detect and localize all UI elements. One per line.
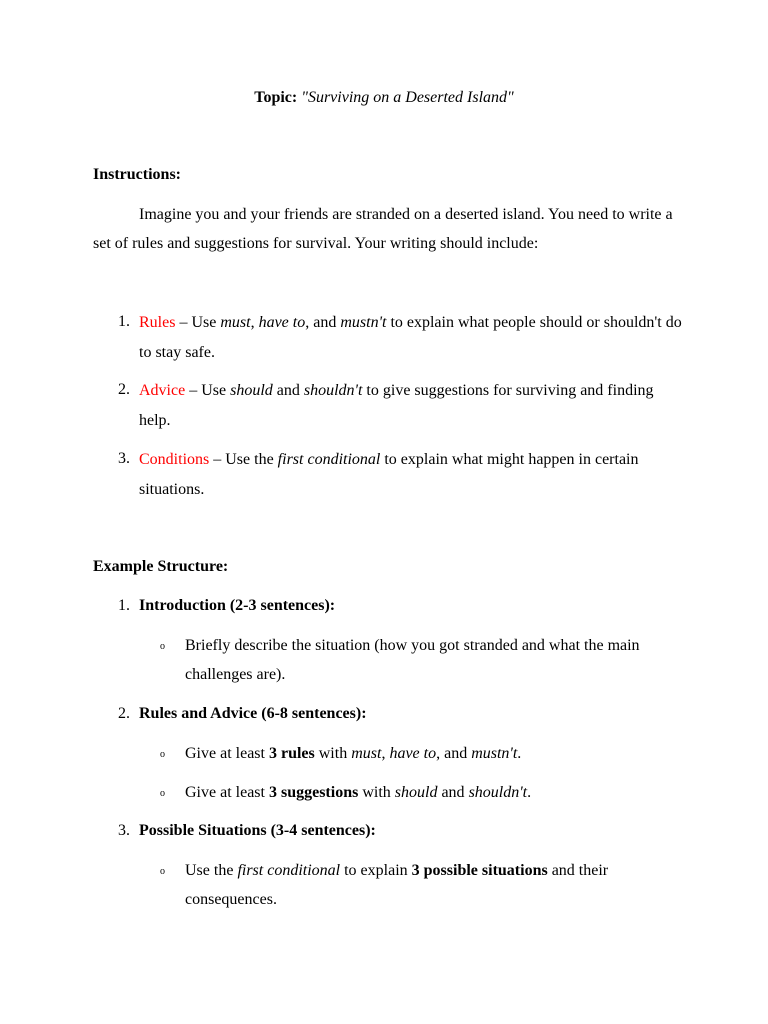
term-rules: Rules — [139, 314, 176, 331]
list-item-advice — [139, 376, 684, 435]
text-run: with — [358, 784, 395, 801]
list-item — [185, 778, 685, 807]
topic-title: "Surviving on a Deserted Island" — [301, 89, 514, 106]
text-run: 3 suggestions — [268, 784, 359, 801]
text-run: shouldn't — [468, 784, 528, 801]
text-run: mustn't — [340, 314, 387, 331]
text-run: , — [381, 745, 390, 762]
list-number: 2. — [118, 381, 130, 398]
text-run: should — [394, 784, 438, 801]
text-run: first conditional — [237, 862, 341, 879]
text-run: . — [517, 745, 522, 762]
text-run: – Use the — [209, 451, 278, 468]
bullet-marker: o — [160, 641, 165, 652]
list-item-conditions — [139, 445, 684, 504]
text-run: – Use — [175, 314, 221, 331]
section-title-possible-situations: Possible Situations (3-4 sentences): — [139, 822, 376, 839]
text-run: Use the — [185, 862, 238, 879]
list-number: 3. — [118, 450, 130, 467]
text-run: have to — [258, 314, 306, 331]
text-run: , and — [436, 745, 472, 762]
term-conditions: Conditions — [139, 451, 210, 468]
term-advice: Advice — [139, 382, 186, 399]
topic-label: Topic: — [254, 89, 298, 106]
text-run: Give at least — [185, 745, 269, 762]
text-run: – Use — [185, 382, 231, 399]
text-run: Give at least — [185, 784, 269, 801]
example-heading: Example Structure: — [93, 558, 229, 575]
topic-line — [0, 87, 768, 109]
text-run: and — [272, 382, 304, 399]
list-number: 1. — [118, 597, 130, 614]
text-run: 3 possible situations — [411, 862, 548, 879]
text-run: to explain what people should or shouldn't do to stay safe. — [139, 314, 682, 361]
text-run: , and — [305, 314, 341, 331]
bullet-marker: o — [160, 749, 165, 760]
text-run: must — [351, 745, 382, 762]
list-item — [185, 631, 685, 689]
text-run: , — [250, 314, 259, 331]
instructions-paragraph: Imagine you and your friends are stranded on a deserted island. You need to write a set of rules and suggestions for survival. Your writing should include: — [93, 206, 673, 252]
text-run: and — [437, 784, 469, 801]
section-title-introduction: Introduction (2-3 sentences): — [139, 597, 336, 614]
text-run: to explain what might happen in certain situations. — [139, 451, 639, 498]
bullet-marker: o — [160, 788, 165, 799]
list-number: 3. — [118, 822, 130, 839]
text-run: to explain — [340, 862, 412, 879]
text-run: must — [220, 314, 251, 331]
text-run: . — [527, 784, 532, 801]
list-item — [185, 856, 685, 914]
text-run: with — [314, 745, 352, 762]
list-number: 1. — [118, 313, 130, 330]
list-number: 2. — [118, 705, 130, 722]
list-item-rules — [139, 308, 684, 367]
instructions-heading: Instructions: — [93, 166, 182, 183]
text-run: have to — [389, 745, 437, 762]
text-run: to give suggestions for surviving and finding help. — [139, 382, 654, 429]
bullet-marker: o — [160, 866, 165, 877]
text-run: 3 rules — [268, 745, 315, 762]
text-run: Briefly describe the situation (how you got stranded and what the main challenges are). — [185, 637, 640, 683]
text-run: first conditional — [277, 451, 381, 468]
text-run: shouldn't — [303, 382, 363, 399]
text-run: and their consequences. — [185, 862, 609, 908]
section-title-rules-advice: Rules and Advice (6-8 sentences): — [139, 705, 367, 722]
text-run: mustn't — [471, 745, 518, 762]
list-item — [185, 739, 685, 768]
text-run: should — [230, 382, 273, 399]
